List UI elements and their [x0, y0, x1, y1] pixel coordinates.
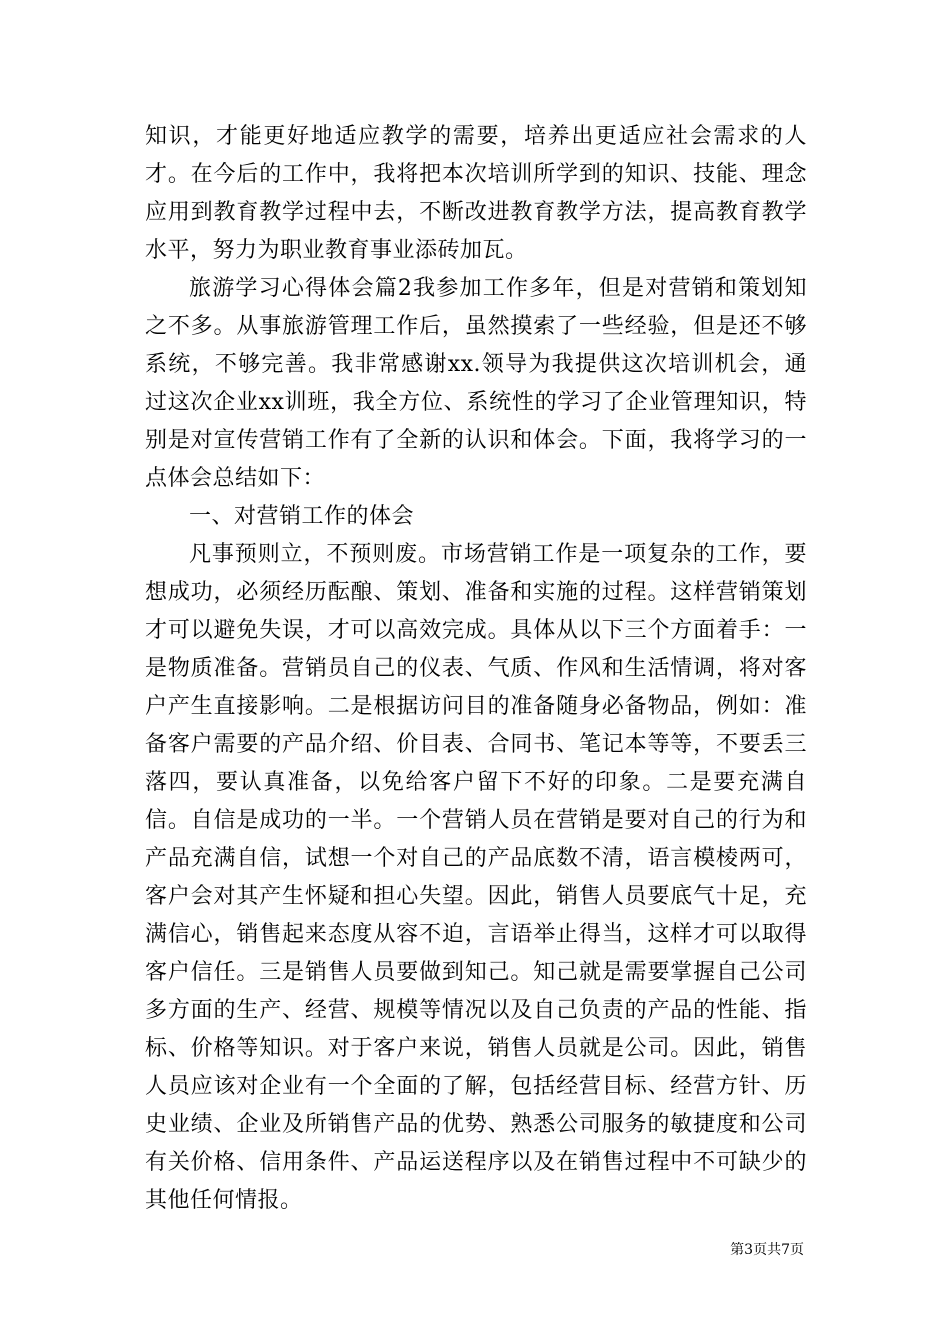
- paragraph-1: 知识，才能更好地适应教学的需要，培养出更适应社会需求的人才。在今后的工作中，我将把本次培训所学到的知识、技能、理念应用到教育教学过程中去，不断改进教育教学方法，提高教育教学水平，努力为职业教育事业添砖加瓦。: [145, 124, 807, 263]
- paragraph-3: 凡事预则立，不预则废。市场营销工作是一项复杂的工作，要想成功，必须经历酝酿、策划、准备和实施的过程。这样营销策划才可以避免失误，才可以高效完成。具体从以下三个方面着手：一是物质准备。营销员自己的仪表、气质、作风和生活情调，将对客户产生直接影响。二是根据访问目的准备随身必备物品，例如：准备客户需要的产品介绍、价目表、合同书、笔记本等等，不要丢三落四，要认真准备，以免给客户留下不好的印象。二是要充满自信。自信是成功的一半。一个营销人员在营销是要对自己的行为和产品充满自信，试想一个对自己的产品底数不清，语言模棱两可，客户会对其产生怀疑和担心失望。因此，销售人员要底气十足，充满信心，销售起来态度从容不迫，言语举止得当，这样才可以取得客户信任。三是销售人员要做到知己。知己就是需要掌握自己公司多方面的生产、经营、规模等情况以及自己负责的产品的性能、指标、价格等知识。对于客户来说，销售人员就是公司。因此，销售人员应该对企业有一个全面的了解，包括经营目标、经营方针、历史业绩、企业及所销售产品的优势、熟悉公司服务的敏捷度和公司有关价格、信用条件、产品运送程序以及在销售过程中不可缺少的其他任何情报。: [145, 542, 807, 1213]
- section-heading: 一、对营销工作的体会: [189, 504, 415, 529]
- document-body: [145, 118, 807, 1220]
- paragraph-2: 旅游学习心得体会篇2我参加工作多年，但是对营销和策划知之不多。从事旅游管理工作后，虽然摸索了一些经验，但是还不够系统，不够完善。我非常感谢xx.领导为我提供这次培训机会，通过这次企业xx训班，我全方位、系统性的学习了企业管理知识，特别是对宣传营销工作有了全新的认识和体会。下面，我将学习的一点体会总结如下：: [145, 276, 807, 491]
- page-number: 第3页共7页: [730, 1242, 804, 1258]
